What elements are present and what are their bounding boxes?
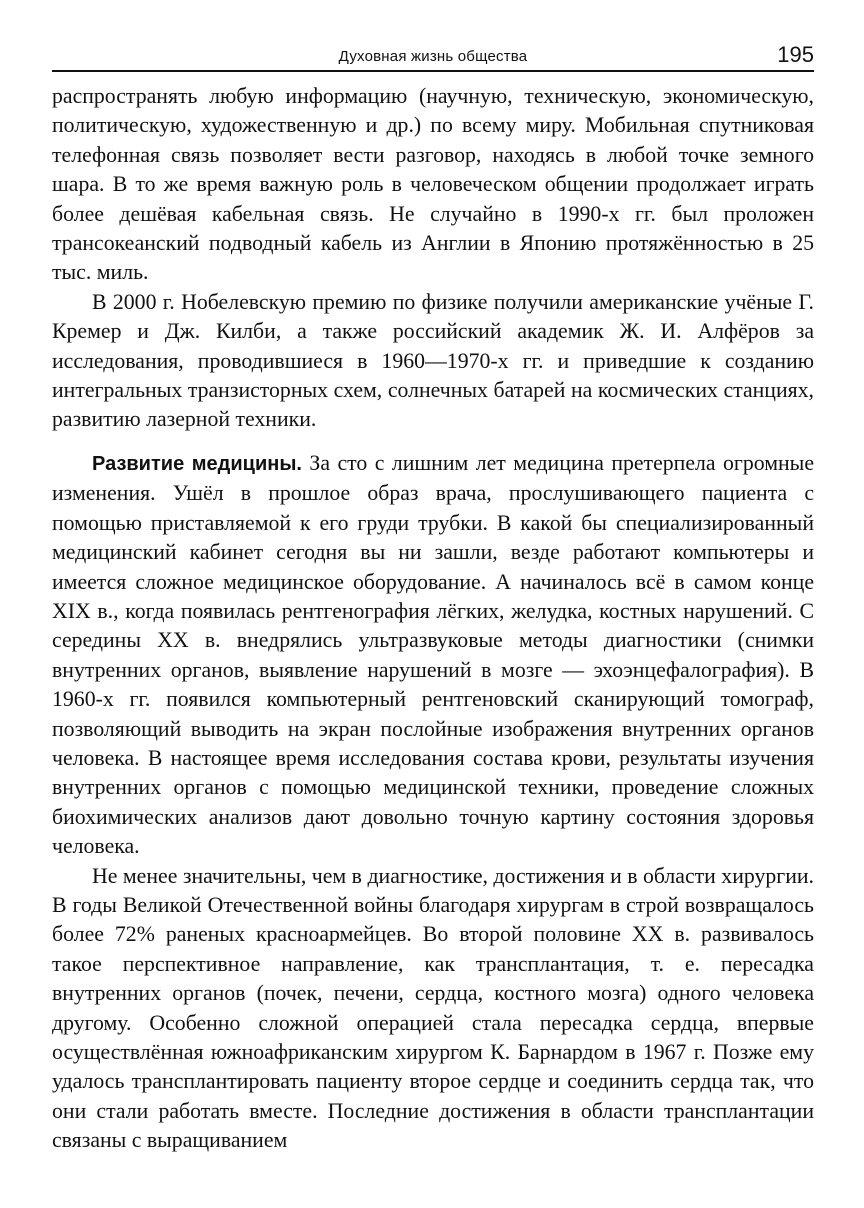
body-text (52, 82, 814, 1156)
paragraph-medicine (52, 449, 814, 862)
section-heading: Развитие медицины. (92, 452, 302, 475)
paragraph-medicine-text: За сто с лишним лет медицина претерпела огромные изменения. Ушёл в прошлое образ врача, прослушивающего пациента с помощью приставляемой к его груди трубки. В какой бы специализированный медицинский кабинет сегодня вы ни зашли, везде работают компьютеры и имеется сложное медицинское оборудование. А начиналось всё в самом конце XIX в., когда появилась рентгенография лёгких, желудка, костных нарушений. С середины XX в. внедрялись ультразвуковые методы диагностики (снимки внутренних органов, выявление нарушений в мозге — эхоэнцефалография). В 1960-х гг. появился компьютерный рентгеновский сканирующий томограф, позволяющий выводить на экран послойные изображения внутренних органов человека. В настоящее время исследования состава крови, результаты изучения внутренних органов с помощью медицинской техники, проведение сложных биохимических анализов дают довольно точную картину состояния здоровья человека. (52, 450, 814, 859)
chapter-title: Духовная жизнь общества (338, 48, 528, 65)
paragraph-continued: распространять любую информацию (научную, техническую, экономическую, политическую, художественную и др.) по всему миру. Мобильная спутниковая телефонная связь позволяет вести разговор, находясь в любой точке земного шара. В то же время важную роль в человеческом общении продолжает играть более дешёвая кабельная связь. Не случайно в 1990-х гг. был проложен трансокеанский подводный кабель из Англии в Японию протяжённостью в 25 тыс. миль. (52, 84, 814, 285)
paragraph-nobel-prize: В 2000 г. Нобелевскую премию по физике получили американские учёные Г. Кремер и Дж. Килби, а также российский академик Ж. И. Алфёров за исследования, проводившиеся в 1960—1970-х гг. и приведшие к созданию интегральных транзисторных схем, солнечных батарей на космических станциях, развитию лазерной техники. (52, 289, 814, 432)
book-page (52, 38, 814, 1156)
running-header (52, 38, 814, 72)
paragraph-surgery: Не менее значительны, чем в диагностике, достижения и в области хирургии. В годы Великой Отечественной войны благодаря хирургам в строй возвращалось более 72% раненых красноармейцев. Во второй половине XX в. развивалось такое перспективное направление, как трансплантация, т. е. пересадка внутренних органов (почек, печени, сердца, костного мозга) одного человека другому. Особенно сложной операцией стала пересадка сердца, впервые осуществлённая южноафриканским хирургом К. Барнардом в 1967 г. Позже ему удалось трансплантировать пациенту второе сердце и соединить сердца так, что они стали работать вместе. Последние достижения в области трансплантации связаны с выращиванием (52, 863, 814, 1153)
page-number: 195 (777, 42, 814, 67)
